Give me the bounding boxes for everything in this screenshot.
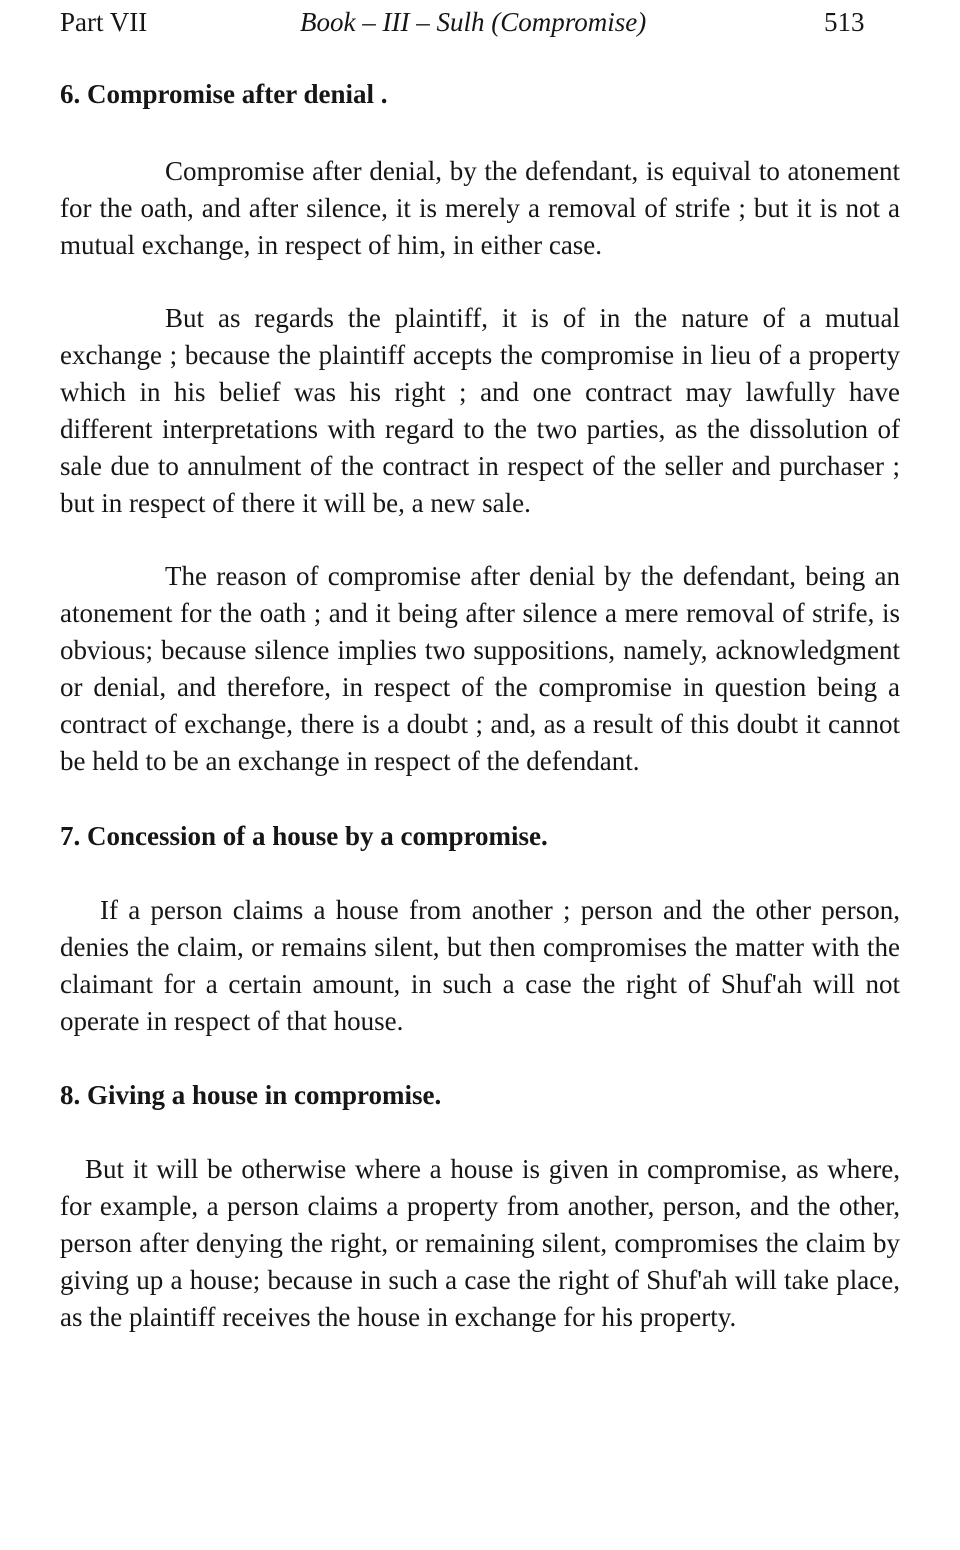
section-8-paragraph-1: But it will be otherwise where a house is given in compromise, as where, for example, a person claims a property from another, person, and the other, person after denying the right, or remaining silent, compromises the claim by giving up a house; because in such a case the right of Shuf'ah will take place, as the plaintiff receives the house in exchange for his property.	[60, 1154, 900, 1332]
section-7-paragraph-1: If a person claims a house from another ; person and the other person, denies the claim, or remains silent, but then compromises the matter with the claimant for a certain amount, in such a case the right of Shuf'ah will not operate in respect of that house.	[60, 895, 900, 1036]
section-7-heading: 7. Concession of a house by a compromise.	[60, 821, 548, 851]
header-part: Part VII	[60, 7, 148, 37]
section-6-heading: 6. Compromise after denial .	[60, 79, 388, 109]
section-8-heading: 8. Giving a house in compromise.	[60, 1080, 442, 1110]
section-6-paragraph-3: The reason of compromise after denial by the defendant, being an atonement for the oath ; and it being after silence a mere removal of strife, is obvious; because silence implies two suppositions, namely, acknowledgment or denial, and therefore, in respect of the compromise in question being a contract of exchange, there is a doubt ; and, as a result of this doubt it cannot be held to be an exchange in respect of the defendant.	[60, 561, 900, 776]
section-6-paragraph-1: Compromise after denial, by the defendant, is equival to atonement for the oath, and after silence, it is merely a removal of strife ; but it is not a mutual exchange, in respect of him, in either case.	[60, 156, 900, 260]
page-number: 513	[824, 7, 865, 37]
section-6-paragraph-2: But as regards the plaintiff, it is of in the nature of a mutual exchange ; because the plaintiff accepts the compromise in lieu of a property which in his belief was his right ; and one contract may lawfully have different interpretations with regard to the two parties, as the dissolution of sale due to annulment of the contract in respect of the seller and purchaser ; but in respect of there it will be, a new sale.	[60, 303, 900, 518]
book-page	[60, 0, 900, 1336]
header-title: Book – III – Sulh (Compromise)	[300, 7, 647, 37]
running-header	[60, 0, 900, 44]
